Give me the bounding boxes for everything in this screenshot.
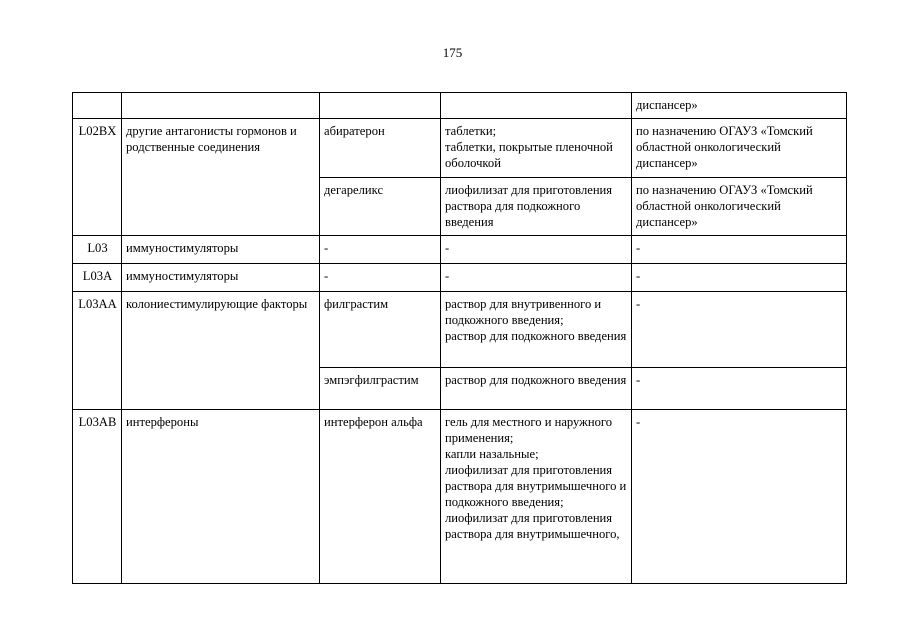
form-text: капли назальные; (445, 447, 539, 461)
table-row (73, 264, 847, 292)
condition-text: - (636, 373, 641, 387)
form-text: таблетки; (445, 124, 497, 138)
atc-code-cell: L03AA (73, 292, 122, 410)
drug-cell (320, 93, 441, 119)
atc-code-cell: L02BX (73, 119, 122, 236)
forms-cell (441, 119, 632, 178)
drug-cell: - (320, 236, 441, 264)
form-text: лиофилизат для приготовления раствора для внутримышечного, (445, 511, 620, 541)
drug-cell: эмпэгфилграстим (320, 368, 441, 410)
drug-cell: филграстим (320, 292, 441, 368)
forms-cell (441, 236, 632, 264)
condition-text: по назначению ОГАУЗ «Томский областной онкологический диспансер» (636, 124, 813, 170)
page-number: 175 (442, 45, 463, 60)
condition-text: - (636, 297, 641, 311)
condition-text: по назначению ОГАУЗ «Томский областной онкологический диспансер» (636, 183, 813, 229)
forms-cell (441, 292, 632, 368)
condition-cell (632, 178, 847, 236)
table-row (73, 410, 847, 584)
group-cell: интерфероны (122, 410, 320, 584)
table-row (73, 119, 847, 178)
atc-code-cell: L03A (73, 264, 122, 292)
condition-cell (632, 119, 847, 178)
group-cell: другие антагонисты гормонов и родственные соединения (122, 119, 320, 236)
drug-cell: дегареликс (320, 178, 441, 236)
drug-cell: интерферон альфа (320, 410, 441, 584)
condition-cell (632, 236, 847, 264)
condition-cell (632, 410, 847, 584)
forms-cell (441, 93, 632, 119)
condition-cell (632, 93, 847, 119)
form-text: раствор для подкожного введения (445, 373, 627, 387)
forms-cell (441, 368, 632, 410)
group-cell: иммуностимуляторы (122, 264, 320, 292)
atc-code-cell (73, 93, 122, 119)
condition-cell (632, 368, 847, 410)
forms-cell (441, 410, 632, 584)
form-text: раствор для внутривенного и подкожного введения; (445, 297, 602, 327)
atc-code-cell: L03AB (73, 410, 122, 584)
drug-cell: - (320, 264, 441, 292)
form-text: - (445, 269, 450, 283)
form-text: раствор для подкожного введения (445, 329, 627, 343)
drug-cell: абиратерон (320, 119, 441, 178)
form-text: гель для местного и наружного применения; (445, 415, 613, 445)
condition-text: - (636, 269, 641, 283)
form-text: лиофилизат для приготовления раствора для внутримышечного и подкожного введения; (445, 463, 627, 509)
group-cell: иммуностимуляторы (122, 236, 320, 264)
condition-text: диспансер» (636, 98, 698, 112)
forms-cell (441, 178, 632, 236)
condition-cell (632, 264, 847, 292)
drug-list-table (72, 92, 847, 584)
condition-cell (632, 292, 847, 368)
group-cell: колониестимулирующие факторы (122, 292, 320, 410)
table-row (73, 93, 847, 119)
condition-text: - (636, 241, 641, 255)
form-text: - (445, 241, 450, 255)
table-row (73, 236, 847, 264)
forms-cell (441, 264, 632, 292)
condition-text: - (636, 415, 641, 429)
group-cell (122, 93, 320, 119)
form-text: лиофилизат для приготовления раствора для подкожного введения (445, 183, 613, 229)
atc-code-cell: L03 (73, 236, 122, 264)
table-row (73, 292, 847, 368)
form-text: таблетки, покрытые пленочной оболочкой (445, 140, 613, 170)
